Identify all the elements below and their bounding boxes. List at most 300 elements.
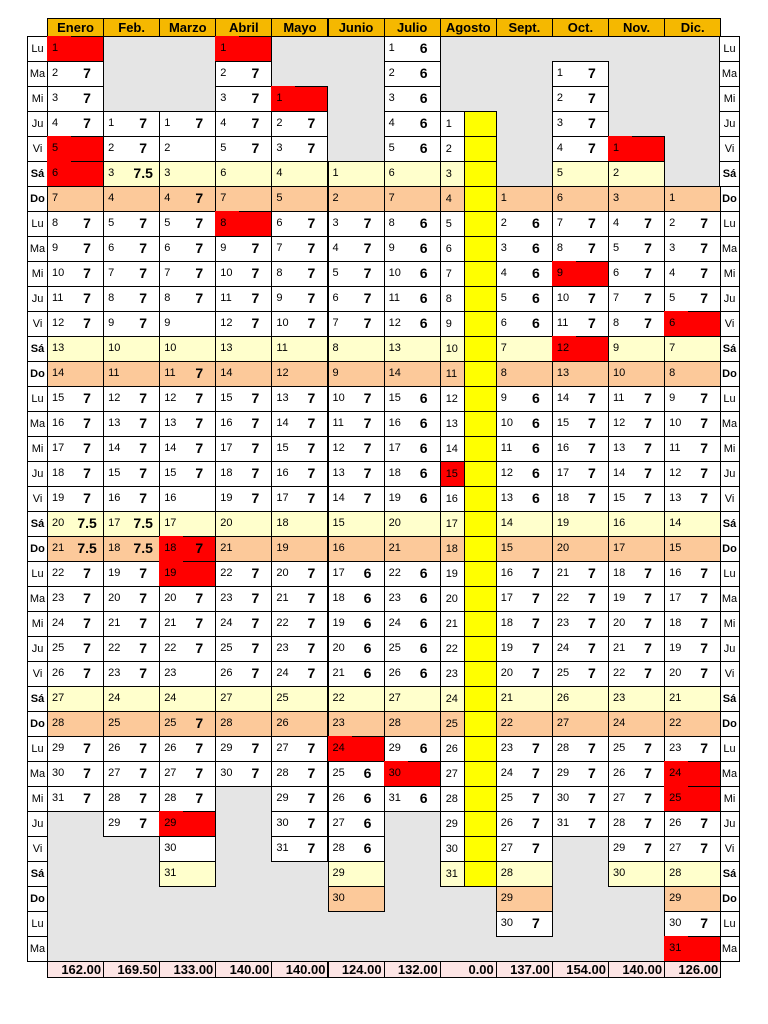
hours-value: 7 bbox=[307, 215, 316, 231]
weekday-label-left: Do bbox=[27, 711, 48, 737]
weekday-label-right: Mi bbox=[719, 611, 740, 637]
day-number: 15 bbox=[52, 392, 65, 404]
august-bar-cell bbox=[464, 711, 497, 737]
hours-value: 7 bbox=[195, 265, 204, 281]
hours-value: 6 bbox=[363, 665, 372, 681]
august-bar-cell bbox=[464, 836, 497, 862]
day-number: 8 bbox=[108, 292, 115, 304]
day-number: 26 bbox=[613, 767, 626, 779]
day-number: 28 bbox=[108, 792, 121, 804]
day-number: 22 bbox=[332, 692, 345, 704]
hours-value: 7 bbox=[139, 615, 148, 631]
weekday-label-right: Ju bbox=[719, 461, 740, 487]
weekday-label-left: Mi bbox=[27, 611, 48, 637]
hours-value: 7 bbox=[363, 440, 372, 456]
day-number: 2 bbox=[556, 92, 564, 104]
weekday-label-left: Ju bbox=[27, 811, 48, 837]
day-number: 20 bbox=[556, 542, 570, 554]
hours-value: 7 bbox=[139, 240, 148, 256]
day-number: 8 bbox=[332, 342, 339, 354]
day-number: 1 bbox=[500, 192, 507, 204]
hours-value: 6 bbox=[419, 640, 428, 656]
day-number: 19 bbox=[500, 642, 514, 654]
month-total: 132.00 bbox=[384, 961, 441, 978]
day-number: 19 bbox=[108, 567, 121, 579]
day-number: 16 bbox=[669, 567, 682, 579]
hours-value: 7 bbox=[195, 465, 204, 481]
weekday-label-left: Mi bbox=[27, 786, 48, 812]
day-number: 6 bbox=[47, 161, 71, 186]
day-number: 27 bbox=[440, 761, 465, 787]
hours-value: 7 bbox=[251, 615, 260, 631]
day-number: 10 bbox=[332, 392, 345, 404]
day-number: 4 bbox=[440, 186, 465, 212]
hours-value: 7 bbox=[139, 590, 148, 606]
day-number: 1 bbox=[608, 136, 632, 161]
day-number: 23 bbox=[220, 592, 233, 604]
hours-value: 7 bbox=[363, 240, 372, 256]
weekday-label-right: Ju bbox=[719, 636, 740, 662]
day-number: 19 bbox=[556, 517, 570, 529]
day-number: 20 bbox=[613, 617, 626, 629]
day-number: 9 bbox=[108, 317, 115, 329]
day-number: 2 bbox=[276, 117, 283, 129]
hours-value: 7 bbox=[644, 740, 652, 756]
hours-value: 7 bbox=[700, 740, 709, 756]
weekday-label-right: Do bbox=[719, 711, 740, 737]
hours-value: 7 bbox=[251, 740, 260, 756]
day-number: 14 bbox=[332, 492, 345, 504]
day-number: 9 bbox=[552, 261, 576, 286]
hours-value: 6 bbox=[419, 440, 428, 456]
hours-value: 7 bbox=[195, 115, 204, 131]
day-number: 22 bbox=[164, 642, 177, 654]
day-number: 30 bbox=[440, 836, 465, 862]
weekday-label-right: Mi bbox=[719, 786, 740, 812]
day-number: 20 bbox=[164, 592, 177, 604]
day-number: 28 bbox=[613, 817, 626, 829]
august-bar-cell bbox=[464, 311, 497, 337]
day-number: 10 bbox=[613, 367, 626, 379]
day-number: 5 bbox=[613, 242, 620, 254]
day-number: 23 bbox=[108, 667, 121, 679]
day-number: 14 bbox=[669, 517, 682, 529]
weekday-label-left: Sá bbox=[27, 161, 48, 187]
hours-value: 6 bbox=[531, 240, 540, 256]
day-number: 30 bbox=[276, 817, 289, 829]
weekday-label-right: Mi bbox=[719, 261, 740, 287]
hours-value: 7 bbox=[251, 465, 260, 481]
hours-value: 7 bbox=[307, 415, 316, 431]
hours-value: 7 bbox=[139, 815, 148, 831]
day-number: 30 bbox=[384, 761, 408, 786]
day-number: 12 bbox=[108, 392, 121, 404]
hours-value: 7 bbox=[307, 565, 316, 581]
hours-value: 7 bbox=[700, 615, 709, 631]
day-number: 22 bbox=[669, 717, 682, 729]
day-number: 12 bbox=[332, 442, 345, 454]
day-number: 10 bbox=[52, 267, 65, 279]
hours-value: 7 bbox=[307, 590, 316, 606]
day-number: 19 bbox=[613, 592, 626, 604]
day-number: 21 bbox=[332, 667, 345, 679]
weekday-label-left: Vi bbox=[27, 661, 48, 687]
august-bar-cell bbox=[464, 786, 497, 812]
day-number: 9 bbox=[332, 367, 339, 379]
hours-value: 7 bbox=[83, 65, 91, 81]
day-number: 10 bbox=[500, 417, 514, 429]
day-number: 6 bbox=[388, 167, 395, 179]
day-number: 8 bbox=[52, 217, 59, 229]
hours-value: 6 bbox=[531, 290, 540, 306]
hours-value: 7 bbox=[644, 390, 652, 406]
day-number: 24 bbox=[108, 692, 121, 704]
weekday-label-left: Do bbox=[27, 186, 48, 212]
day-number: 7 bbox=[52, 192, 59, 204]
day-number: 16 bbox=[440, 486, 465, 512]
hours-value: 7 bbox=[251, 390, 260, 406]
weekday-label-right: Mi bbox=[719, 86, 740, 112]
day-number: 26 bbox=[164, 742, 177, 754]
day-number: 12 bbox=[276, 367, 289, 379]
day-number: 29 bbox=[332, 867, 345, 879]
weekday-label-right: Do bbox=[719, 536, 740, 562]
day-number: 4 bbox=[52, 117, 59, 129]
hours-value: 7 bbox=[531, 740, 540, 756]
day-number: 27 bbox=[108, 767, 121, 779]
day-number: 7 bbox=[164, 267, 171, 279]
day-number: 6 bbox=[500, 317, 507, 329]
weekday-label-right: Ma bbox=[719, 61, 740, 87]
day-number: 6 bbox=[556, 192, 564, 204]
august-bar-cell bbox=[464, 111, 497, 137]
august-bar-cell bbox=[464, 561, 497, 587]
weekday-label-right: Ju bbox=[719, 286, 740, 312]
hours-value: 7 bbox=[531, 840, 540, 856]
day-number: 20 bbox=[332, 642, 345, 654]
weekday-label-left: Lu bbox=[27, 561, 48, 587]
hours-value: 7 bbox=[588, 140, 596, 156]
hours-value: 7 bbox=[363, 215, 372, 231]
day-number: 3 bbox=[220, 92, 227, 104]
day-number: 29 bbox=[556, 767, 570, 779]
weekday-label-left: Sá bbox=[27, 686, 48, 712]
day-number: 15 bbox=[164, 467, 177, 479]
weekday-label-right: Vi bbox=[719, 136, 740, 162]
day-number: 24 bbox=[664, 761, 688, 786]
day-number: 24 bbox=[328, 736, 352, 761]
day-number: 18 bbox=[276, 517, 289, 529]
day-number: 4 bbox=[388, 117, 395, 129]
hours-value: 7 bbox=[588, 490, 596, 506]
day-number: 28 bbox=[52, 717, 65, 729]
hours-value: 7 bbox=[251, 765, 260, 781]
day-number: 19 bbox=[220, 492, 233, 504]
hours-value: 7 bbox=[139, 315, 148, 331]
day-number: 4 bbox=[164, 192, 171, 204]
day-number: 23 bbox=[669, 742, 682, 754]
day-number: 25 bbox=[332, 767, 345, 779]
day-number: 4 bbox=[500, 267, 507, 279]
weekday-label-right: Ma bbox=[719, 236, 740, 262]
hours-value: 7 bbox=[251, 640, 260, 656]
weekday-label-left: Sá bbox=[27, 511, 48, 537]
day-number: 17 bbox=[388, 442, 401, 454]
hours-value: 6 bbox=[419, 465, 428, 481]
hours-value: 7 bbox=[700, 265, 709, 281]
hours-value: 7 bbox=[251, 565, 260, 581]
day-number: 1 bbox=[215, 36, 239, 61]
day-number: 3 bbox=[500, 242, 507, 254]
day-number: 13 bbox=[220, 342, 233, 354]
day-number: 9 bbox=[220, 242, 227, 254]
day-number: 24 bbox=[613, 717, 626, 729]
month-total: 154.00 bbox=[552, 961, 609, 978]
hours-value: 7 bbox=[195, 715, 204, 731]
day-number: 13 bbox=[613, 442, 626, 454]
weekday-label-left: Ma bbox=[27, 936, 48, 962]
day-number: 23 bbox=[276, 642, 289, 654]
hours-value: 7 bbox=[588, 565, 596, 581]
hours-value: 7 bbox=[700, 290, 709, 306]
weekday-label-left: Mi bbox=[27, 261, 48, 287]
day-number: 24 bbox=[220, 617, 233, 629]
day-number: 4 bbox=[108, 192, 115, 204]
weekday-label-right: Lu bbox=[719, 211, 740, 237]
day-number: 12 bbox=[552, 336, 576, 361]
hours-value: 7 bbox=[644, 465, 652, 481]
hours-value: 7 bbox=[307, 740, 316, 756]
day-number: 9 bbox=[276, 292, 283, 304]
hours-value: 7 bbox=[83, 565, 91, 581]
weekday-label-right: Lu bbox=[719, 736, 740, 762]
day-number: 22 bbox=[388, 567, 401, 579]
day-number: 11 bbox=[164, 367, 176, 379]
day-number: 7 bbox=[440, 261, 465, 287]
day-number: 31 bbox=[276, 842, 289, 854]
hours-value: 7 bbox=[700, 240, 709, 256]
month-header: Sept. bbox=[496, 18, 553, 37]
day-number: 15 bbox=[276, 442, 289, 454]
day-number: 24 bbox=[500, 767, 514, 779]
day-number: 29 bbox=[613, 842, 626, 854]
day-number: 25 bbox=[388, 642, 401, 654]
day-number: 13 bbox=[276, 392, 289, 404]
day-number: 20 bbox=[388, 517, 401, 529]
day-number: 29 bbox=[388, 742, 401, 754]
hours-value: 7 bbox=[83, 665, 91, 681]
month-total: 162.00 bbox=[47, 961, 104, 978]
hours-value: 7 bbox=[251, 65, 260, 81]
day-number: 10 bbox=[388, 267, 401, 279]
day-number: 25 bbox=[52, 642, 65, 654]
day-number: 12 bbox=[388, 317, 401, 329]
day-number: 9 bbox=[164, 317, 171, 329]
hours-value: 7 bbox=[139, 565, 148, 581]
day-number: 15 bbox=[500, 542, 514, 554]
day-number: 20 bbox=[440, 586, 465, 612]
hours-value: 7 bbox=[644, 665, 652, 681]
hours-value: 7 bbox=[644, 240, 652, 256]
day-number: 5 bbox=[47, 136, 71, 161]
weekday-label-left: Lu bbox=[27, 211, 48, 237]
august-bar-cell bbox=[464, 611, 497, 637]
day-number: 19 bbox=[440, 561, 465, 587]
day-number: 26 bbox=[220, 667, 233, 679]
hours-value: 7 bbox=[644, 815, 652, 831]
weekday-label-right: Sá bbox=[719, 336, 740, 362]
hours-value: 6 bbox=[363, 765, 372, 781]
day-number: 13 bbox=[164, 417, 177, 429]
hours-value: 7 bbox=[195, 390, 204, 406]
hours-value: 7 bbox=[531, 640, 540, 656]
day-number: 2 bbox=[52, 67, 59, 79]
day-number: 5 bbox=[500, 292, 507, 304]
month-total: 124.00 bbox=[328, 961, 385, 978]
day-number: 20 bbox=[669, 667, 682, 679]
weekday-label-left: Ma bbox=[27, 411, 48, 437]
weekday-label-right: Do bbox=[719, 361, 740, 387]
day-number: 10 bbox=[556, 292, 570, 304]
hours-value: 7 bbox=[83, 215, 91, 231]
august-bar-cell bbox=[464, 861, 497, 887]
day-number: 25 bbox=[164, 717, 177, 729]
day-number: 25 bbox=[500, 792, 514, 804]
hours-value: 7 bbox=[195, 190, 204, 206]
hours-value: 7 bbox=[307, 765, 316, 781]
day-number: 21 bbox=[440, 611, 465, 637]
weekday-label-left: Ma bbox=[27, 61, 48, 87]
day-number: 3 bbox=[52, 92, 59, 104]
weekday-label-left: Ju bbox=[27, 111, 48, 137]
day-number: 2 bbox=[613, 167, 620, 179]
day-number: 21 bbox=[613, 642, 626, 654]
day-number: 8 bbox=[215, 211, 239, 236]
hours-value: 7 bbox=[531, 790, 540, 806]
hours-value: 7 bbox=[251, 590, 260, 606]
weekday-label-right: Ju bbox=[719, 111, 740, 137]
day-number: 27 bbox=[164, 767, 177, 779]
day-number: 27 bbox=[556, 717, 570, 729]
hours-value: 7 bbox=[700, 640, 709, 656]
hours-value: 7 bbox=[644, 265, 652, 281]
day-number: 28 bbox=[440, 786, 465, 812]
hours-value: 7 bbox=[139, 115, 148, 131]
hours-value: 7 bbox=[363, 265, 372, 281]
day-number: 15 bbox=[613, 492, 626, 504]
hours-value: 6 bbox=[419, 240, 428, 256]
hours-value: 7 bbox=[644, 790, 652, 806]
hours-value: 6 bbox=[419, 590, 428, 606]
weekday-label-left: Ma bbox=[27, 761, 48, 787]
hours-value: 7 bbox=[588, 765, 596, 781]
day-number: 15 bbox=[556, 417, 570, 429]
hours-value: 7 bbox=[83, 440, 91, 456]
hours-value: 7 bbox=[588, 65, 596, 81]
weekday-label-left: Sá bbox=[27, 336, 48, 362]
day-number: 15 bbox=[332, 517, 345, 529]
hours-value: 6 bbox=[419, 65, 428, 81]
day-number: 20 bbox=[220, 517, 233, 529]
hours-value: 6 bbox=[419, 565, 428, 581]
hours-value: 6 bbox=[531, 465, 540, 481]
day-number: 18 bbox=[220, 467, 233, 479]
day-number: 30 bbox=[669, 917, 682, 929]
hours-value: 7 bbox=[644, 640, 652, 656]
day-number: 17 bbox=[52, 442, 65, 454]
day-number: 7 bbox=[108, 267, 115, 279]
day-number: 2 bbox=[669, 217, 676, 229]
day-number: 11 bbox=[220, 292, 232, 304]
hours-value: 7.5 bbox=[77, 515, 97, 531]
hours-value: 6 bbox=[363, 790, 372, 806]
day-number: 14 bbox=[220, 367, 233, 379]
day-number: 7 bbox=[388, 192, 395, 204]
hours-value: 7 bbox=[83, 315, 91, 331]
hours-value: 6 bbox=[419, 90, 428, 106]
day-number: 3 bbox=[332, 217, 339, 229]
day-number: 25 bbox=[108, 717, 121, 729]
hours-value: 7 bbox=[195, 765, 204, 781]
day-number: 29 bbox=[52, 742, 65, 754]
day-number: 10 bbox=[276, 317, 289, 329]
hours-value: 6 bbox=[419, 315, 428, 331]
hours-value: 7 bbox=[363, 390, 372, 406]
day-number: 10 bbox=[108, 342, 121, 354]
hours-value: 7 bbox=[83, 265, 91, 281]
hours-value: 7 bbox=[251, 115, 260, 131]
day-number: 21 bbox=[164, 617, 177, 629]
day-number: 18 bbox=[388, 467, 401, 479]
month-header: Marzo bbox=[159, 18, 216, 37]
day-number: 26 bbox=[500, 817, 514, 829]
hours-value: 6 bbox=[531, 415, 540, 431]
day-number: 3 bbox=[440, 161, 465, 187]
day-number: 11 bbox=[108, 367, 120, 379]
hours-value: 7 bbox=[307, 465, 316, 481]
weekday-label-left: Ma bbox=[27, 236, 48, 262]
day-number: 21 bbox=[276, 592, 289, 604]
hours-value: 7 bbox=[83, 240, 91, 256]
day-number: 24 bbox=[164, 692, 177, 704]
hours-value: 7 bbox=[588, 90, 596, 106]
august-bar-cell bbox=[464, 536, 497, 562]
hours-value: 7 bbox=[588, 215, 596, 231]
day-number: 1 bbox=[669, 192, 676, 204]
hours-value: 7 bbox=[700, 465, 709, 481]
hours-value: 7 bbox=[307, 840, 316, 856]
hours-value: 7 bbox=[139, 290, 148, 306]
august-bar-cell bbox=[464, 486, 497, 512]
hours-value: 7 bbox=[531, 765, 540, 781]
day-number: 5 bbox=[556, 167, 564, 179]
day-number: 21 bbox=[52, 542, 65, 554]
weekday-label-right: Vi bbox=[719, 661, 740, 687]
day-number: 2 bbox=[220, 67, 227, 79]
day-number: 15 bbox=[220, 392, 233, 404]
day-number: 13 bbox=[669, 492, 682, 504]
month-total: 169.50 bbox=[103, 961, 160, 978]
hours-value: 7 bbox=[700, 415, 709, 431]
day-number: 19 bbox=[52, 492, 65, 504]
day-number: 23 bbox=[388, 592, 401, 604]
hours-value: 7 bbox=[251, 415, 260, 431]
august-bar-cell bbox=[464, 636, 497, 662]
hours-value: 7 bbox=[139, 265, 148, 281]
day-number: 24 bbox=[276, 667, 289, 679]
hours-value: 7 bbox=[307, 315, 316, 331]
day-number: 22 bbox=[556, 592, 570, 604]
